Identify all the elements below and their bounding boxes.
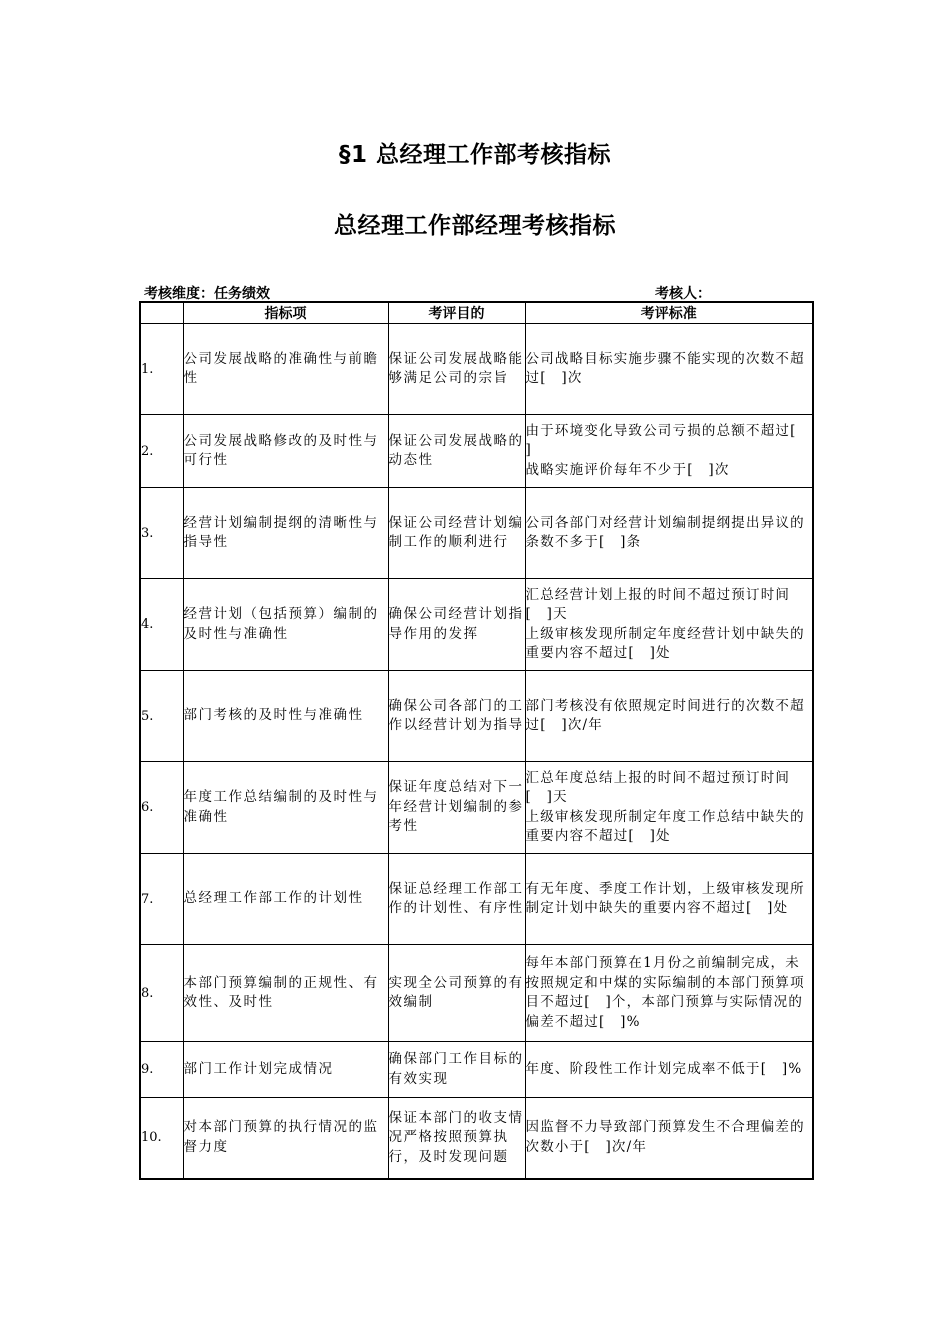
table-row: [140, 488, 813, 579]
standard-line: 部门考核没有依照规定时间进行的次数不超过[ ]次/年: [525, 697, 805, 733]
row-purpose: 保证公司发展战略的动态性: [388, 415, 525, 488]
row-number: 3.: [140, 488, 183, 579]
row-standard: [525, 854, 813, 945]
row-item: 年度工作总结编制的及时性与准确性: [183, 762, 388, 854]
row-number: 1.: [140, 324, 183, 415]
header-standard: 考评标准: [525, 302, 813, 324]
page-subtitle: 总经理工作部经理考核指标: [334, 213, 616, 239]
row-purpose: 确保公司经营计划指导作用的发挥: [388, 579, 525, 671]
row-standard: [525, 671, 813, 762]
table-row: [140, 1098, 813, 1179]
header-num: [140, 302, 183, 324]
row-number: 10.: [140, 1098, 183, 1179]
table-body: [140, 324, 826, 1179]
row-item: 总经理工作部工作的计划性: [183, 854, 388, 945]
row-item: 本部门预算编制的正规性、有效性、及时性: [183, 945, 388, 1042]
row-item: 部门工作计划完成情况: [183, 1042, 388, 1098]
row-standard: [525, 579, 813, 671]
row-number: 6.: [140, 762, 183, 854]
kpi-table: [139, 301, 826, 1180]
table-row: [140, 579, 813, 671]
row-number: 5.: [140, 671, 183, 762]
table-row: [140, 945, 813, 1042]
table-header-row: [140, 302, 813, 324]
table-row: [140, 671, 813, 762]
standard-line: 战略实施评价每年不少于[ ]次: [525, 461, 730, 478]
standard-line: 年度、阶段性工作计划完成率不低于[ ]%: [525, 1060, 803, 1077]
row-item: 对本部门预算的执行情况的监督力度: [183, 1098, 388, 1179]
row-standard: [525, 1098, 813, 1179]
row-purpose: 保证年度总结对下一年经营计划编制的参考性: [388, 762, 525, 854]
table-row: [140, 1042, 813, 1098]
row-item: 公司发展战略的准确性与前瞻性: [183, 324, 388, 415]
table-row: [140, 762, 813, 854]
row-standard: [525, 945, 813, 1042]
standard-line: 公司各部门对经营计划编制提纲提出异议的条数不多于[ ]条: [525, 514, 805, 550]
row-purpose: 实现全公司预算的有效编制: [388, 945, 525, 1042]
standard-line: 汇总年度总结上报的时间不超过预订时间[ ]天: [525, 769, 791, 805]
row-standard: [525, 1042, 813, 1098]
standard-line: 有无年度、季度工作计划，上级审核发现所制定计划中缺失的重要内容不超过[ ]处: [525, 880, 805, 916]
row-purpose: 确保部门工作目标的有效实现: [388, 1042, 525, 1098]
standard-line: 由于环境变化导致公司亏损的总额不超过[ ]: [525, 422, 826, 459]
header-item: 指标项: [183, 302, 388, 324]
table-row: [140, 415, 813, 488]
dimension-label: 考核维度：任务绩效: [144, 286, 270, 302]
standard-line: 上级审核发现所制定年度工作总结中缺失的重要内容不超过[ ]处: [525, 808, 805, 844]
meta-row: [144, 283, 812, 301]
row-purpose: 保证公司经营计划编制工作的顺利进行: [388, 488, 525, 579]
row-item: 公司发展战略修改的及时性与可行性: [183, 415, 388, 488]
assessor-label: 考核人：: [655, 286, 711, 302]
row-item: 经营计划编制提纲的清晰性与指导性: [183, 488, 388, 579]
table-row: [140, 324, 813, 415]
standard-line: 上级审核发现所制定年度经营计划中缺失的重要内容不超过[ ]处: [525, 625, 805, 661]
standard-line: 公司战略目标实施步骤不能实现的次数不超过[ ]次: [525, 350, 805, 386]
row-standard: [525, 324, 813, 415]
row-purpose: 确保公司各部门的工作以经营计划为指导: [388, 671, 525, 762]
row-number: 8.: [140, 945, 183, 1042]
table-row: [140, 854, 813, 945]
row-number: 2.: [140, 415, 183, 488]
row-number: 7.: [140, 854, 183, 945]
row-purpose: 保证总经理工作部工作的计划性、有序性: [388, 854, 525, 945]
standard-line: 每年本部门预算在1月份之前编制完成，未按照规定和中煤的实际编制的本部门预算项目不超过[ ]个，本部门预算与实际情况的偏差不超过[ ]%: [525, 955, 805, 1030]
row-item: 经营计划（包括预算）编制的及时性与准确性: [183, 579, 388, 671]
row-purpose: 保证公司发展战略能够满足公司的宗旨: [388, 324, 525, 415]
row-number: 9.: [140, 1042, 183, 1098]
row-standard: [525, 415, 826, 488]
standard-line: 因监督不力导致部门预算发生不合理偏差的次数小于[ ]次/年: [525, 1119, 805, 1155]
row-standard: [525, 762, 813, 854]
page-title: §1 总经理工作部考核指标: [338, 142, 611, 168]
header-purpose: 考评目的: [388, 302, 525, 324]
row-item: 部门考核的及时性与准确性: [183, 671, 388, 762]
standard-line: 汇总经营计划上报的时间不超过预订时间[ ]天: [525, 586, 791, 622]
row-purpose: 保证本部门的收支情况严格按照预算执行，及时发现问题: [388, 1098, 525, 1179]
row-number: 4.: [140, 579, 183, 671]
row-standard: [525, 488, 813, 579]
